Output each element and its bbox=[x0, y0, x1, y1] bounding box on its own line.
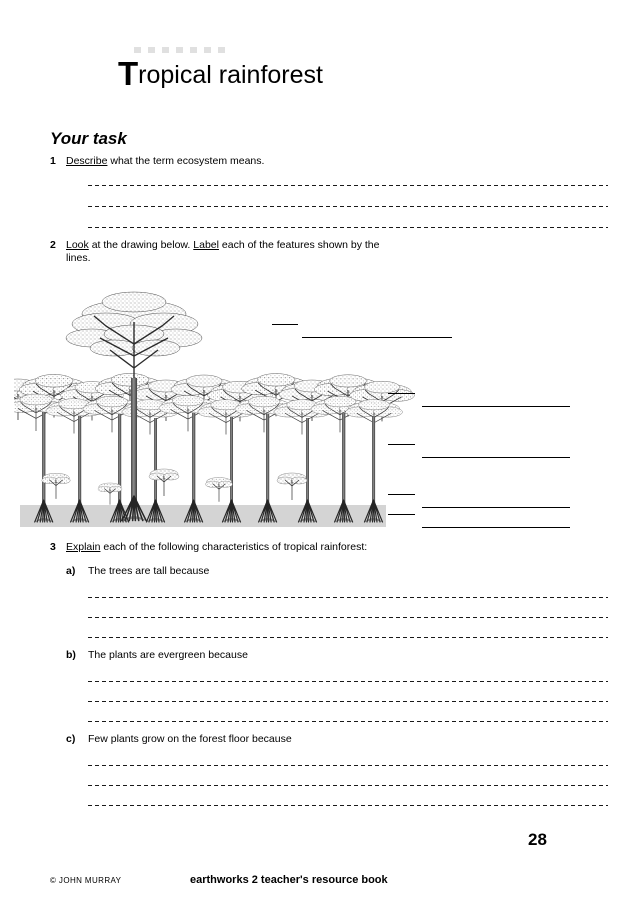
answer-line[interactable] bbox=[88, 227, 608, 228]
question-1-command: Describe bbox=[66, 155, 108, 167]
page-title-initial: T bbox=[118, 55, 139, 92]
question-2-body-1: at the drawing below. bbox=[88, 239, 194, 251]
answer-line[interactable] bbox=[88, 701, 608, 702]
question-3a-label: a) bbox=[66, 565, 76, 577]
section-heading: Your task bbox=[50, 129, 127, 148]
question-3b-label: b) bbox=[66, 649, 76, 661]
answer-line[interactable] bbox=[88, 206, 608, 207]
rainforest-diagram bbox=[14, 282, 424, 532]
leader-line-understorey bbox=[388, 444, 415, 445]
question-3c-text: Few plants grow on the forest floor because bbox=[88, 733, 292, 745]
page-title bbox=[118, 55, 323, 92]
page-title-rest: ropical rainforest bbox=[138, 61, 323, 89]
book-title: earthworks 2 teacher's resource book bbox=[190, 874, 388, 886]
answer-line[interactable] bbox=[88, 637, 608, 638]
question-2-body-2: each of the features shown by the bbox=[218, 239, 380, 251]
answer-line[interactable] bbox=[88, 617, 608, 618]
question-2-text bbox=[66, 239, 380, 251]
label-line-canopy[interactable] bbox=[422, 406, 570, 407]
question-2-command-2: Label bbox=[193, 239, 219, 251]
answer-line[interactable] bbox=[88, 597, 608, 598]
label-line-understorey[interactable] bbox=[422, 457, 570, 458]
label-line-emergent[interactable] bbox=[302, 337, 452, 338]
question-2-number: 2 bbox=[50, 239, 56, 251]
answer-line[interactable] bbox=[88, 785, 608, 786]
question-3-text bbox=[66, 541, 367, 553]
answer-line[interactable] bbox=[88, 681, 608, 682]
question-2-command: Look bbox=[66, 239, 89, 251]
answer-line[interactable] bbox=[88, 185, 608, 186]
answer-line[interactable] bbox=[88, 765, 608, 766]
question-3a-text: The trees are tall because bbox=[88, 565, 210, 577]
scan-artifact bbox=[134, 47, 229, 53]
question-2-text-line2: lines. bbox=[66, 252, 91, 264]
question-3b-text: The plants are evergreen because bbox=[88, 649, 248, 661]
question-1-number: 1 bbox=[50, 155, 56, 167]
leader-line-canopy bbox=[388, 393, 415, 394]
label-line-buttress-roots[interactable] bbox=[422, 507, 570, 508]
question-1-body: what the term ecosystem means. bbox=[107, 155, 265, 167]
question-1-text bbox=[66, 155, 264, 167]
question-3-body: each of the following characteristics of tropical rainforest: bbox=[100, 541, 368, 553]
answer-line[interactable] bbox=[88, 721, 608, 722]
question-3c-label: c) bbox=[66, 733, 76, 745]
leader-line-forest-floor bbox=[388, 514, 415, 515]
question-3-number: 3 bbox=[50, 541, 56, 553]
answer-line[interactable] bbox=[88, 805, 608, 806]
leader-line-emergent bbox=[272, 324, 298, 325]
page-number: 28 bbox=[528, 830, 547, 849]
label-line-forest-floor[interactable] bbox=[422, 527, 570, 528]
copyright-notice: © JOHN MURRAY bbox=[50, 876, 122, 885]
leader-line-buttress-roots bbox=[388, 494, 415, 495]
question-3-command: Explain bbox=[66, 541, 101, 553]
